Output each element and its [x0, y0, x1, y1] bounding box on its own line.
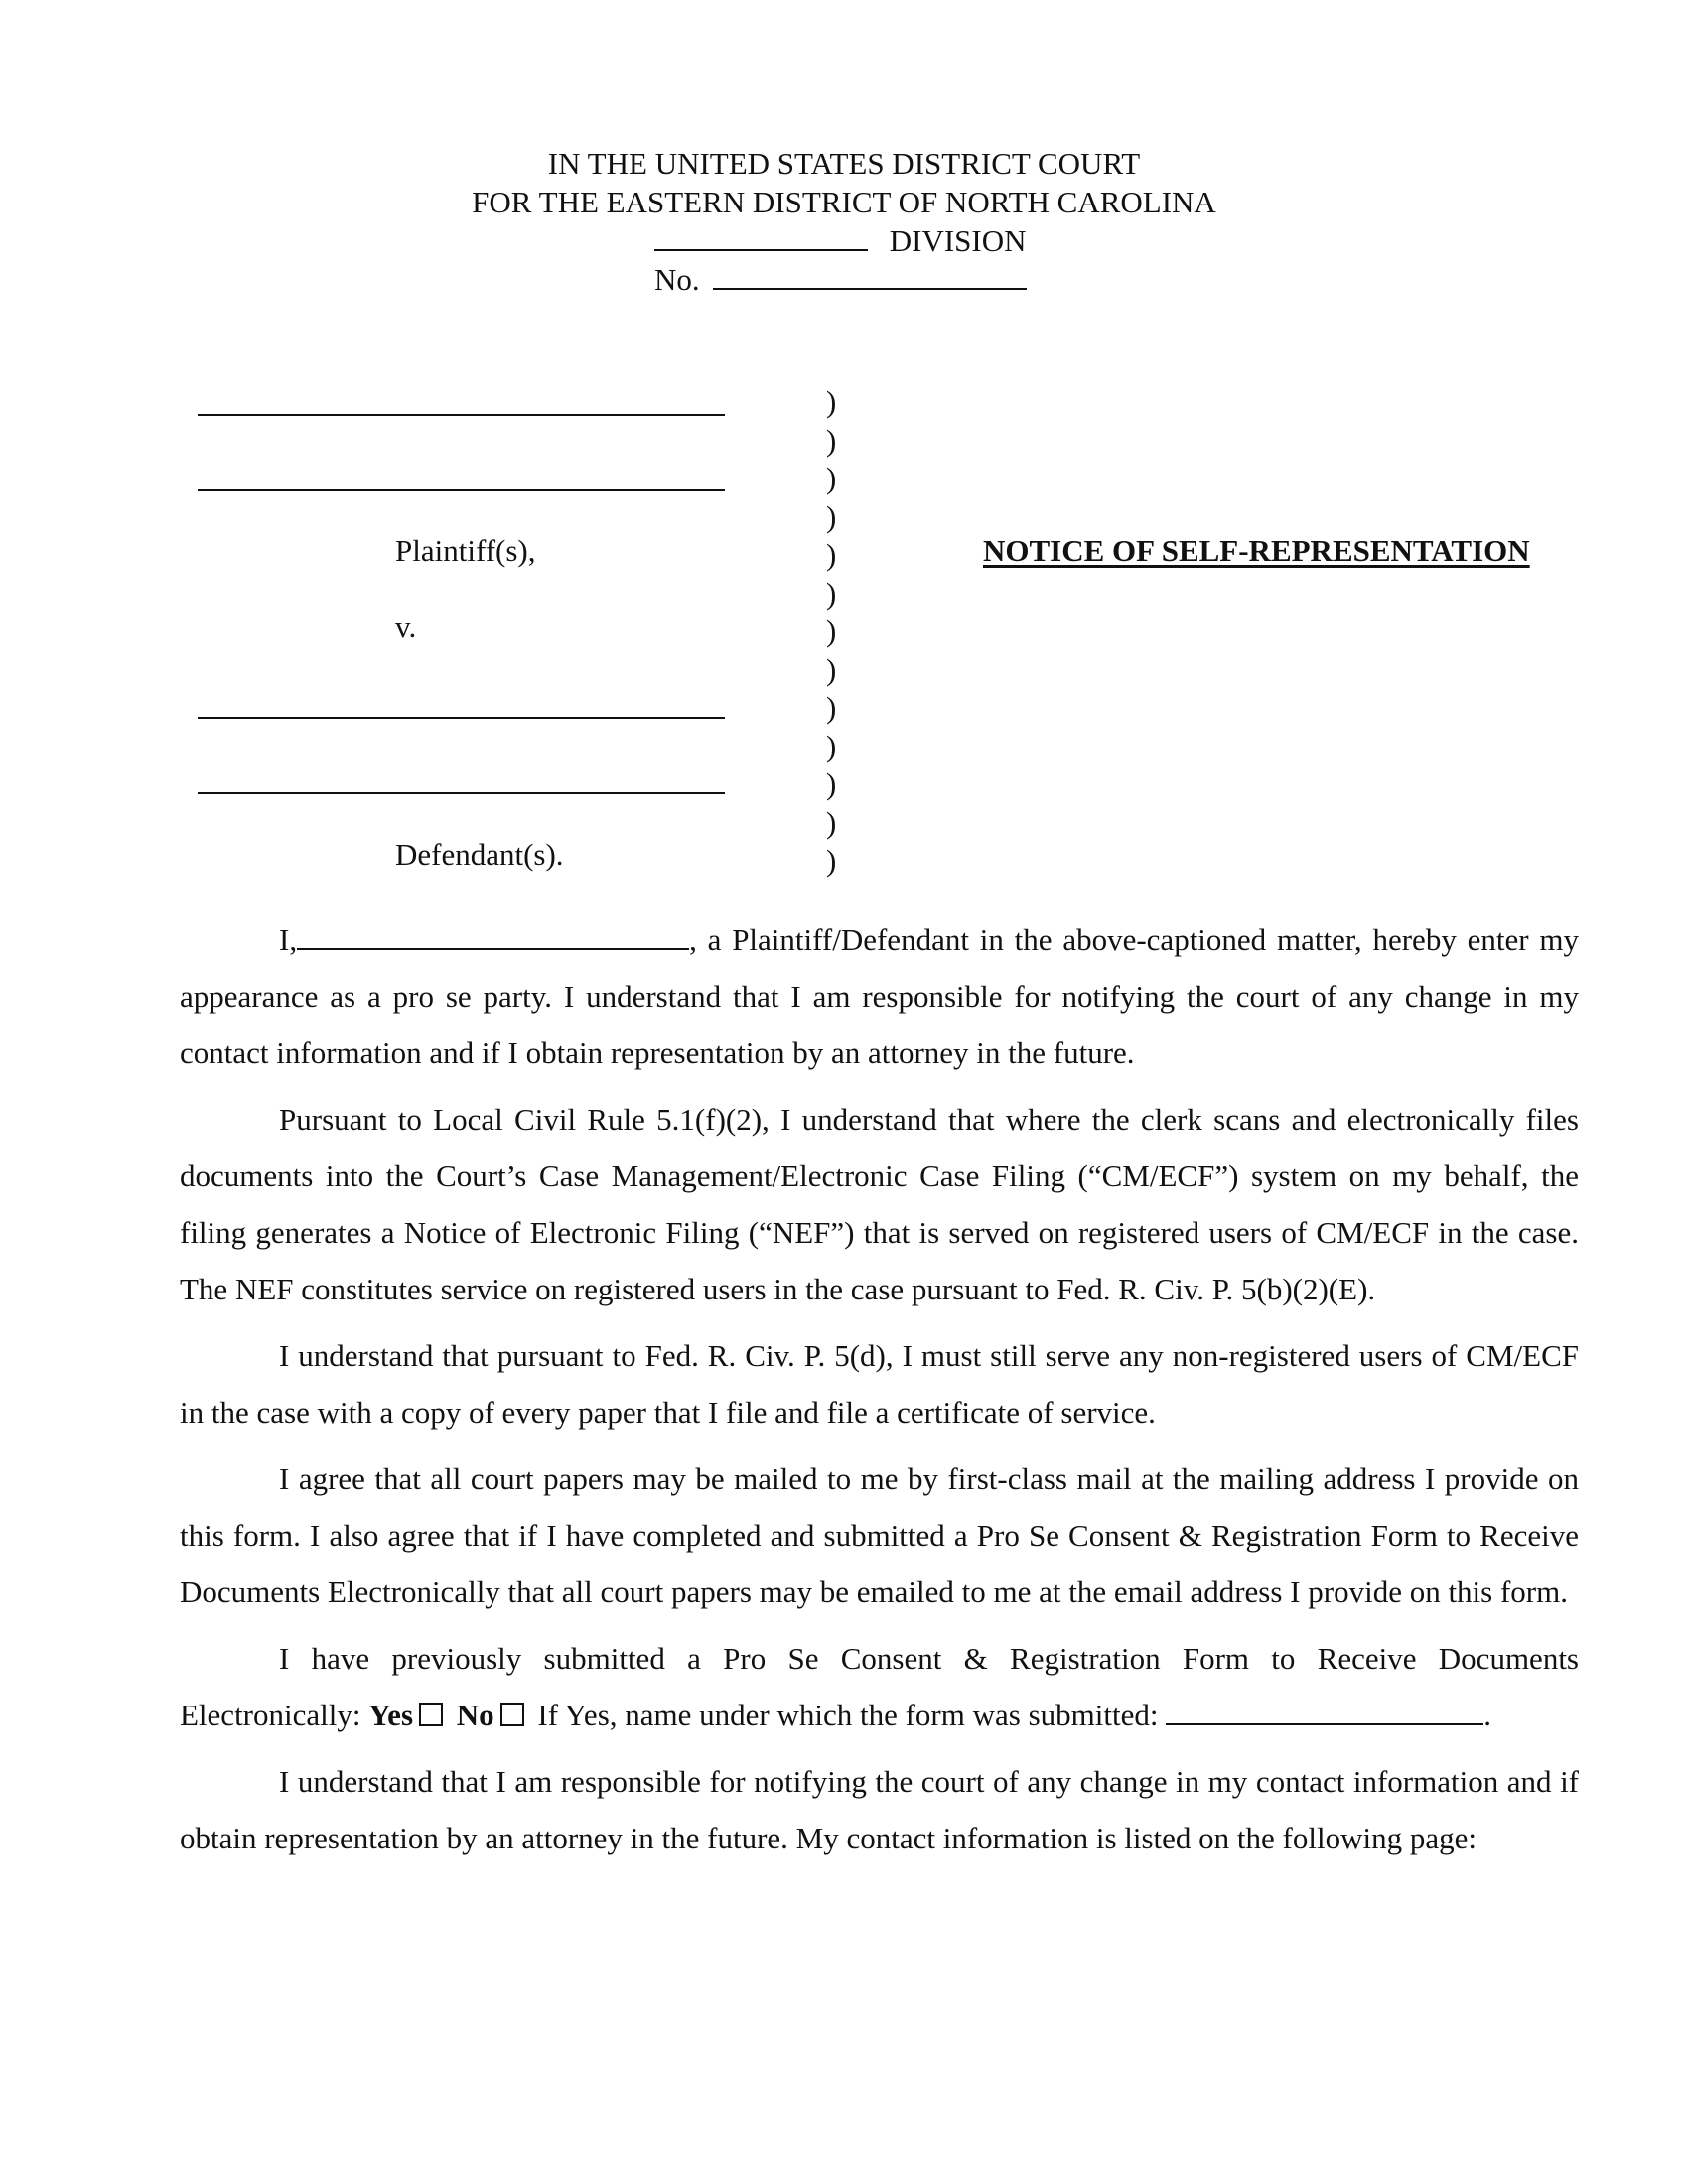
- paragraph-mailing: I agree that all court papers may be mailed to me by first-class mail at the mailing address I provide on this form. I also agree that if I have completed and submitted a Pro Se Consent & Registration Form to Receive Documents Electronically that all court papers may be emailed to me at the email address I provide on this form.: [180, 1461, 1579, 1609]
- paren: ): [826, 498, 837, 534]
- plaintiff-label: Plaintiff(s),: [395, 533, 536, 568]
- paren: ): [826, 537, 837, 572]
- registration-name-blank[interactable]: [1166, 1722, 1483, 1725]
- paragraph-appearance: [180, 911, 1579, 1081]
- document-title: NOTICE OF SELF-REPRESENTATION: [983, 533, 1530, 568]
- paragraph-contact: I understand that I am responsible for notifying the court of any change in my contact information and if obtain representation by an attorney in the future. My contact information is listed on the following page:: [180, 1764, 1579, 1855]
- paren: ): [826, 728, 837, 763]
- p5-start: I have previously submitted a Pro Se Consent & Registration Form to Receive Documents Electronically:: [180, 1641, 1579, 1732]
- paragraph-local-rule: Pursuant to Local Civil Rule 5.1(f)(2), I understand that where the clerk scans and electronically files documents into the Court’s Case Management/Electronic Case Filing (“CM/ECF”) system on my behalf, the filing generates a Notice of Electronic Filing (“NEF”) that is served on registered users of CM/ECF in the case. The NEF constitutes service on registered users in the case pursuant to Fed. R. Civ. P. 5(b)(2)(E).: [180, 1102, 1579, 1306]
- paren: ): [826, 690, 837, 725]
- court-name-line: IN THE UNITED STATES DISTRICT COURT: [547, 146, 1141, 181]
- party-name-blank[interactable]: [297, 947, 689, 950]
- p5-end: .: [1483, 1698, 1491, 1732]
- no-checkbox[interactable]: [500, 1703, 524, 1726]
- defendant-name-line-2[interactable]: [198, 792, 725, 794]
- caption-parentheses: [826, 383, 846, 881]
- case-number-blank[interactable]: [713, 287, 1027, 290]
- court-district-line: FOR THE EASTERN DISTRICT OF NORTH CAROLINA: [472, 185, 1216, 219]
- paren: ): [826, 614, 837, 648]
- case-number-label: No.: [654, 262, 700, 297]
- paren: ): [826, 461, 837, 495]
- defendant-label: Defendant(s).: [395, 837, 564, 872]
- defendant-name-line-1[interactable]: [198, 717, 725, 719]
- division-row: [654, 221, 1027, 260]
- paragraph-consent: [180, 1630, 1579, 1743]
- paren: ): [826, 766, 837, 801]
- paragraph-service: I understand that pursuant to Fed. R. Civ. P. 5(d), I must still serve any non-registered users of CM/ECF in the case with a copy of every paper that I file and file a certificate of service.: [180, 1338, 1579, 1430]
- paren: ): [826, 422, 837, 458]
- plaintiff-name-line-1[interactable]: [198, 414, 725, 416]
- yes-checkbox[interactable]: [419, 1703, 443, 1726]
- yes-label: Yes: [368, 1698, 414, 1732]
- p1-rest: , a Plaintiff/Defendant in the above-captioned matter, hereby enter my appearance as a pro se party. I understand that I am responsible for notifying the court of any change in my contact information and if I obtain representation by an attorney in the future.: [180, 922, 1579, 1070]
- p1-start: I,: [279, 922, 298, 957]
- paren: ): [826, 384, 837, 419]
- paren: ): [826, 575, 837, 611]
- no-label: No: [456, 1698, 494, 1732]
- paren: ): [826, 843, 837, 878]
- document-body: [180, 911, 1579, 1876]
- court-header: [0, 144, 1688, 221]
- versus-label: v.: [395, 610, 417, 644]
- plaintiff-name-line-2[interactable]: [198, 489, 725, 491]
- p5-if-yes: If Yes, name under which the form was submitted:: [537, 1698, 1159, 1732]
- paren: ): [826, 651, 837, 687]
- division-blank[interactable]: [654, 248, 868, 251]
- division-label: DIVISION: [889, 223, 1027, 258]
- paren: ): [826, 804, 837, 840]
- case-number-row: [654, 260, 1027, 299]
